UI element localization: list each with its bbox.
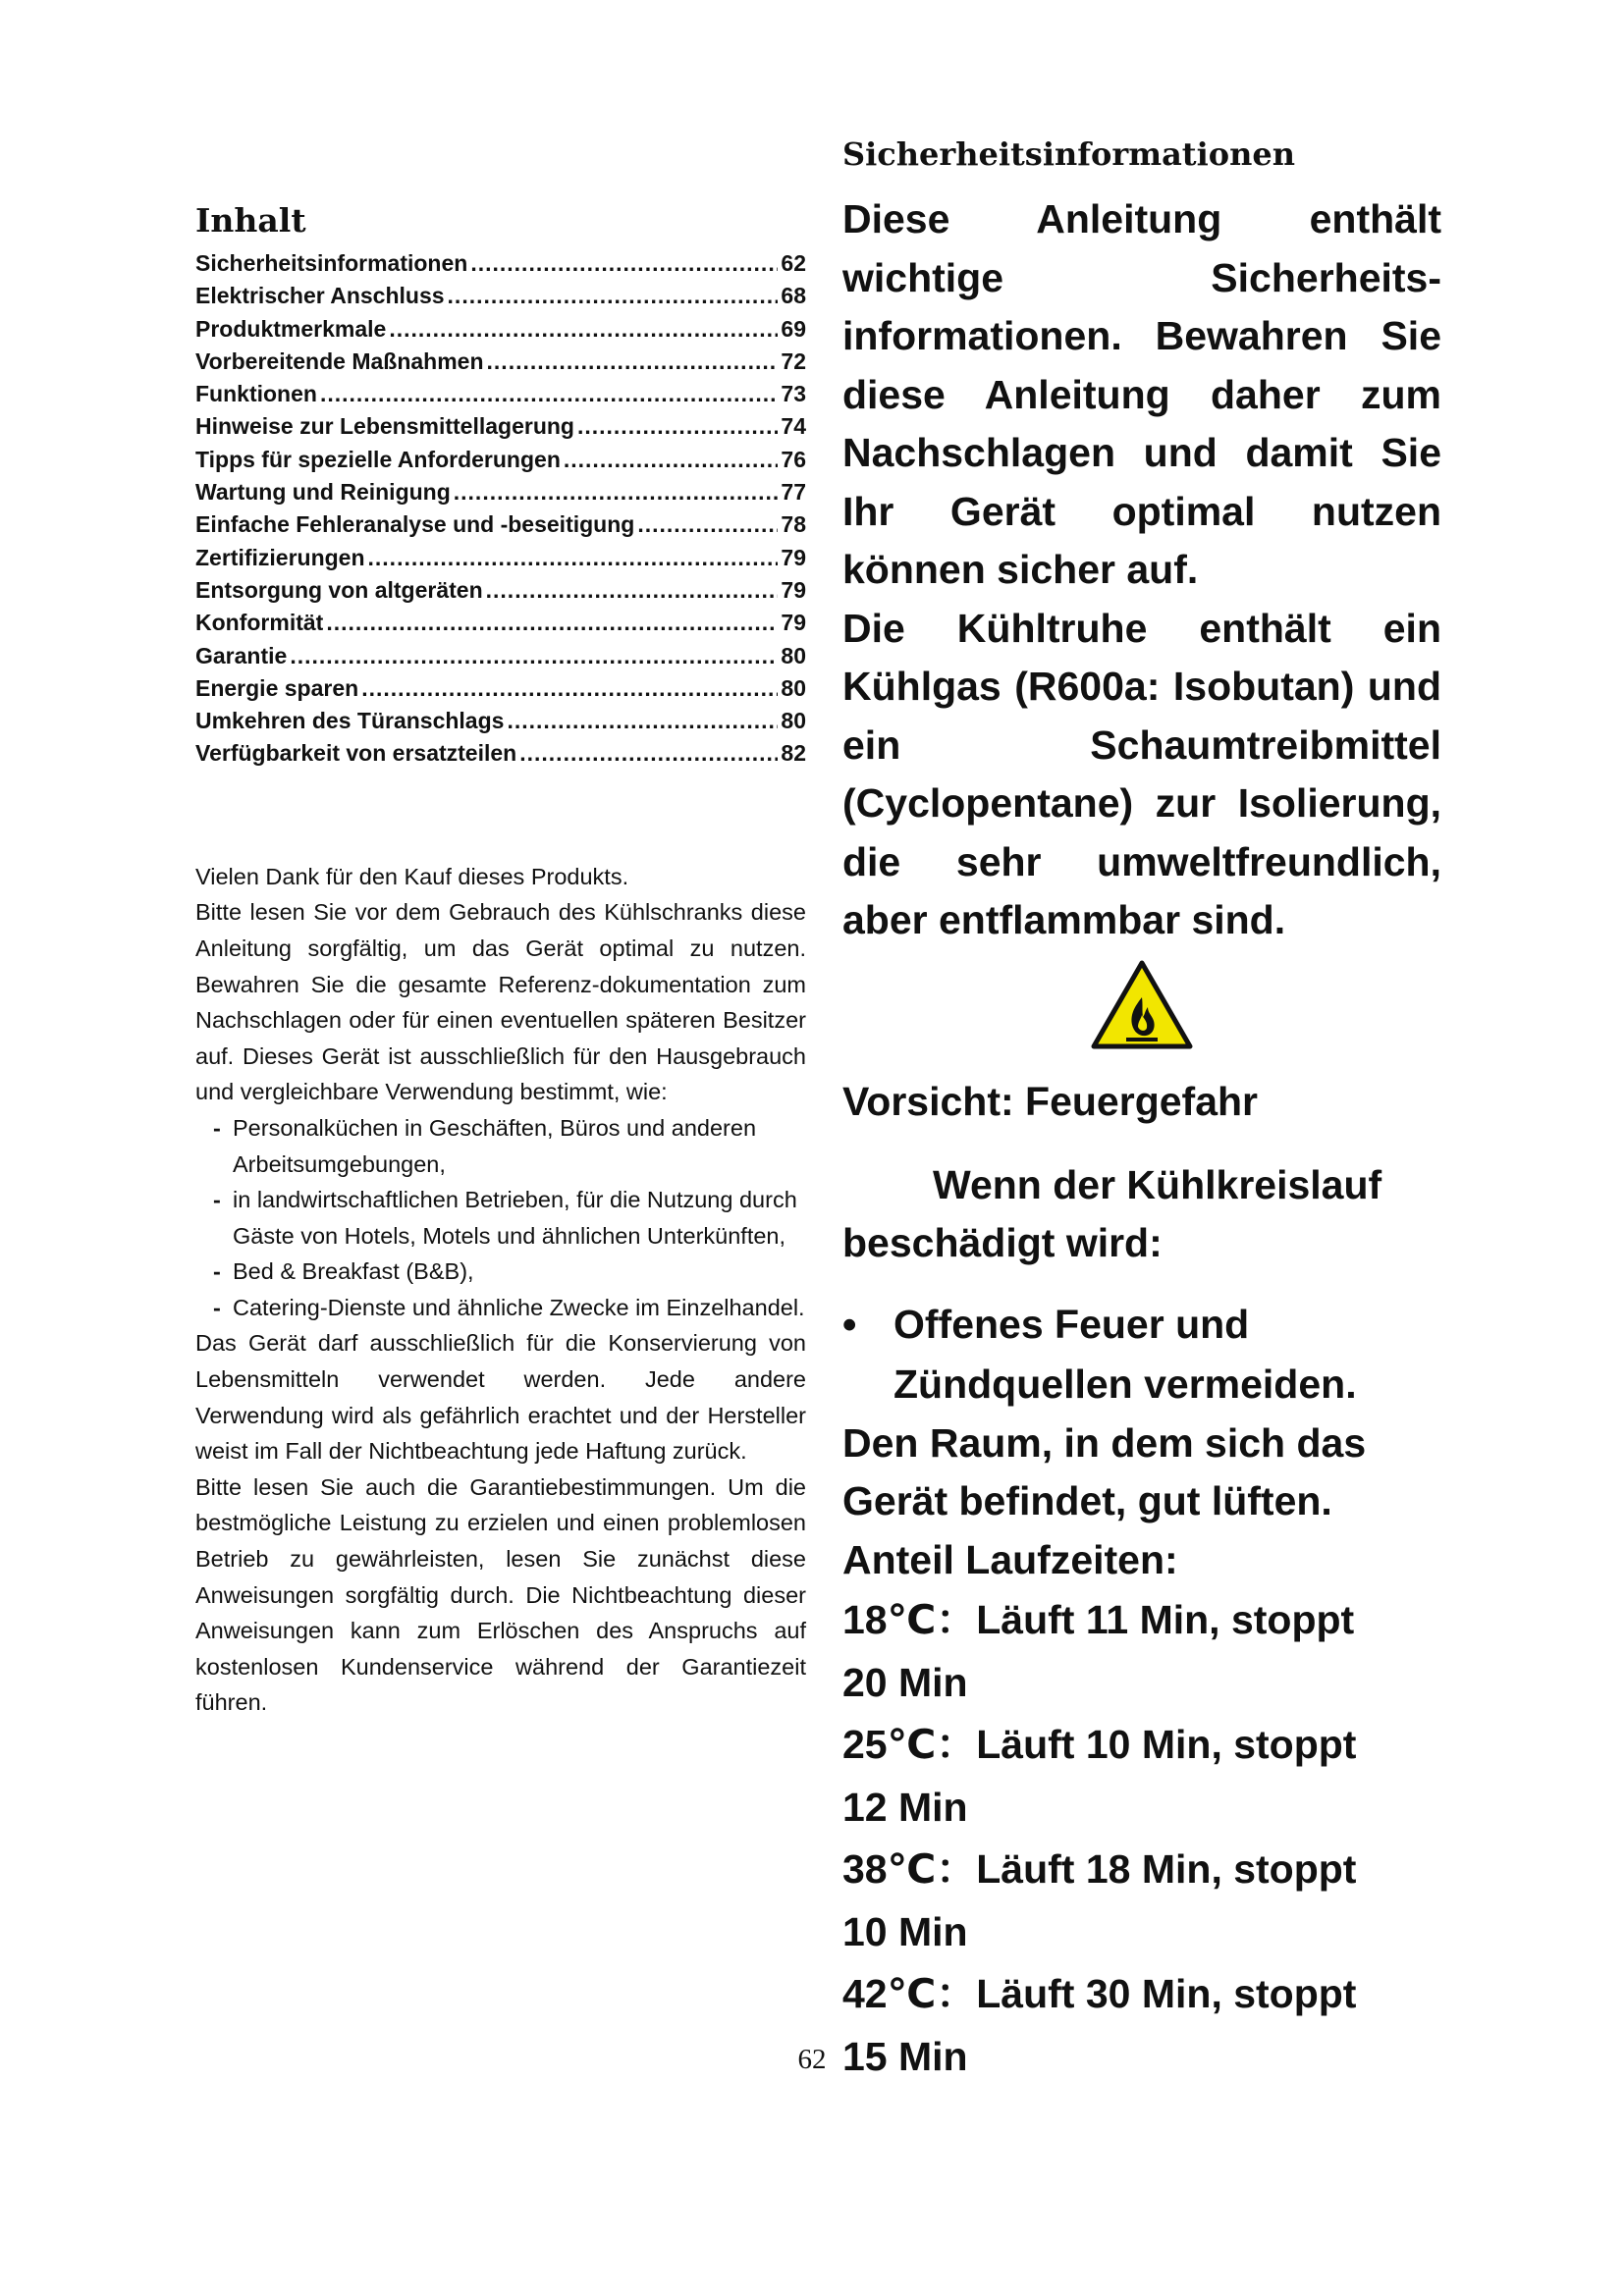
toc-entry-page: 80 <box>781 674 806 701</box>
toc-title: Inhalt <box>195 201 306 240</box>
toc-leader-dots <box>487 346 779 378</box>
list-item: - Catering-Dienste und ähnliche Zwecke im Einzelhandel. <box>195 1290 806 1326</box>
runtime-temp: 25℃： <box>842 1722 977 1767</box>
toc-leader-dots <box>389 313 778 346</box>
toc-entry-label: Entsorgung von altgeräten <box>195 576 483 603</box>
toc-leader-dots <box>326 607 778 639</box>
runtime-run: Läuft 10 Min, stoppt <box>976 1722 1357 1767</box>
runtime-run: Läuft 30 Min, stoppt <box>976 1971 1357 2016</box>
toc-entry-label: Garantie <box>195 642 288 668</box>
toc-leader-dots <box>320 378 778 410</box>
toc-entry-label: Funktionen <box>195 381 317 407</box>
toc-entry <box>195 476 806 508</box>
runtime-row <box>842 1963 1441 2026</box>
toc-entry-page: 78 <box>781 511 806 538</box>
intro-paragraph-1: Bitte lesen Sie vor dem Gebrauch des Kühlschranks diese Anleitung sorgfältig, um das Gerät optimal zu nutzen. Bewahren Sie die gesamte Referenz-dokumentation zum Nachschlagen oder für einen eventuellen späteren Besitzer auf. Dieses Gerät ist ausschließlich für den Hausgebrauch und vergleichbare Verwendung bestimmt, wie: <box>195 899 806 1105</box>
toc-entry <box>195 378 806 410</box>
runtime-stop: 12 Min <box>842 1784 968 1830</box>
toc-entry-page: 68 <box>781 283 806 309</box>
toc-entry-page: 76 <box>781 446 806 472</box>
page-number: 62 <box>797 2044 827 2075</box>
toc-leader-dots <box>290 640 778 672</box>
toc-entry-label: Verfügbarkeit von ersatzteilen <box>195 740 517 767</box>
toc-entry-label: Sicherheitsinformationen <box>195 250 468 276</box>
safety-paragraph-1: Diese Anleitung enthält wichtige Sicherheits-informationen. Bewahren Sie diese Anleitung daher zum Nachschlagen und damit Sie Ihr Gerät optimal nutzen können sicher auf. <box>842 196 1441 592</box>
right-column <box>842 135 1441 2088</box>
toc-entry-page: 80 <box>781 642 806 668</box>
toc-leader-dots <box>564 444 779 476</box>
list-item <box>842 1295 1441 1415</box>
toc-entry-label: Elektrischer Anschluss <box>195 283 445 309</box>
toc-entry <box>195 444 806 476</box>
runtime-temp: 42℃： <box>842 1971 977 2016</box>
runtime-heading: Anteil Laufzeiten: <box>842 1536 1178 1582</box>
runtime-stop: 20 Min <box>842 1659 968 1705</box>
toc-entry <box>195 672 806 705</box>
list-item: - Personalküchen in Geschäften, Büros und anderen Arbeitsumgebungen, <box>195 1110 806 1182</box>
toc-entry-label: Hinweise zur Lebensmittellagerung <box>195 413 574 440</box>
toc-entry-label: Vorbereitende Maßnahmen <box>195 347 484 374</box>
bullet-icon: • <box>842 1301 857 1347</box>
runtime-run: Läuft 11 Min, stoppt <box>976 1597 1355 1642</box>
ventilate-text: Den Raum, in dem sich das Gerät befindet, gut lüften. <box>842 1419 1367 1523</box>
toc-entry-page: 82 <box>781 740 806 767</box>
toc-entry-page: 74 <box>781 413 806 440</box>
section-heading: Sicherheitsinformationen <box>842 135 1295 173</box>
toc-entry <box>195 542 806 574</box>
toc-entry-page: 79 <box>781 610 806 636</box>
warning-symbol <box>842 960 1441 1055</box>
toc-entry-page: 69 <box>781 315 806 342</box>
intro-paragraph-3: Bitte lesen Sie auch die Garantiebestimmungen. Um die bestmögliche Leistung zu erzielen und einen problemlosen Betrieb zu gewährleisten, lesen Sie zunächst diese Anweisungen sorgfältig durch. Die Nichtbeachtung dieser Anweisungen kann zum Erlöschen des Anspruchs auf kostenlosen Kundenservice während der Garantiezeit führen. <box>195 1473 806 1716</box>
toc-entry-page: 80 <box>781 708 806 734</box>
left-column <box>195 201 806 1721</box>
toc-entry <box>195 247 806 280</box>
caution-heading: Vorsicht: Feuergefahr <box>842 1078 1258 1124</box>
toc-entry-label: Konformität <box>195 610 324 636</box>
toc-entry-page: 72 <box>781 347 806 374</box>
toc-leader-dots <box>519 737 778 770</box>
toc-leader-dots <box>507 705 778 737</box>
runtime-temp: 18℃： <box>842 1597 977 1642</box>
runtime-stop: 15 Min <box>842 2033 968 2079</box>
toc-entry <box>195 410 806 443</box>
toc-leader-dots <box>361 672 778 705</box>
toc-leader-dots <box>486 574 779 607</box>
intro-text <box>195 859 806 1721</box>
damage-heading: Wenn der Kühlkreislauf beschädigt wird: <box>842 1161 1382 1265</box>
safety-paragraph-2: Die Kühltruhe enthält ein Kühlgas (R600a: Isobutan) und ein Schaumtreibmittel (Cyclopentane) zur Isolierung, die sehr umweltfreundlich, aber entflammbar sind. <box>842 605 1441 942</box>
toc-entry <box>195 346 806 378</box>
intro-thanks: Vielen Dank für den Kauf dieses Produkts. <box>195 863 629 889</box>
toc-entry-label: Produktmerkmale <box>195 315 387 342</box>
toc-leader-dots <box>368 542 779 574</box>
toc-entry-label: Zertifizierungen <box>195 544 365 570</box>
toc-entry <box>195 607 806 639</box>
list-item: - Bed & Breakfast (B&B), <box>195 1254 806 1290</box>
toc-entry-label: Einfache Fehleranalyse und -beseitigung <box>195 511 635 538</box>
intended-uses-list <box>195 1110 806 1326</box>
toc-entry <box>195 640 806 672</box>
intro-paragraph-2: Das Gerät darf ausschließlich für die Konservierung von Lebensmitteln verwendet werden. Jede andere Verwendung wird als gefährlich erachtet und der Hersteller weist im Fall der Nichtbeachtung jede Haftung zurück. <box>195 1330 806 1465</box>
toc-entry-label: Umkehren des Türanschlags <box>195 708 505 734</box>
list-item: - in landwirtschaftlichen Betrieben, für die Nutzung durch Gäste von Hotels, Motels und ähnlichen Unterkünften, <box>195 1182 806 1254</box>
toc-entry-page: 73 <box>781 381 806 407</box>
runtime-temp: 38℃： <box>842 1846 977 1892</box>
toc-entry <box>195 313 806 346</box>
toc-entry <box>195 508 806 541</box>
toc-entry-label: Energie sparen <box>195 674 359 701</box>
toc-entry-page: 62 <box>781 250 806 276</box>
toc-leader-dots <box>448 280 779 312</box>
runtime-row <box>842 1839 1441 1901</box>
runtime-row <box>842 1589 1441 1652</box>
toc-list <box>195 247 806 771</box>
toc-leader-dots <box>454 476 779 508</box>
toc-entry <box>195 280 806 312</box>
toc-entry <box>195 737 806 770</box>
flammable-warning-icon <box>1091 960 1193 1050</box>
runtime-list <box>842 1589 1441 2088</box>
runtime-stop: 10 Min <box>842 1908 968 1954</box>
toc-entry <box>195 705 806 737</box>
toc-entry-page: 79 <box>781 576 806 603</box>
runtime-run: Läuft 18 Min, stoppt <box>976 1846 1357 1892</box>
toc-entry-label: Tipps für spezielle Anforderungen <box>195 446 561 472</box>
toc-leader-dots <box>470 247 778 280</box>
toc-entry <box>195 574 806 607</box>
bullet-text: Offenes Feuer und Zündquellen vermeiden. <box>893 1301 1357 1407</box>
toc-entry-label: Wartung und Reinigung <box>195 479 451 506</box>
toc-leader-dots <box>577 410 778 443</box>
toc-entry-page: 79 <box>781 544 806 570</box>
runtime-row <box>842 1714 1441 1777</box>
toc-leader-dots <box>637 508 778 541</box>
toc-entry-page: 77 <box>781 479 806 506</box>
